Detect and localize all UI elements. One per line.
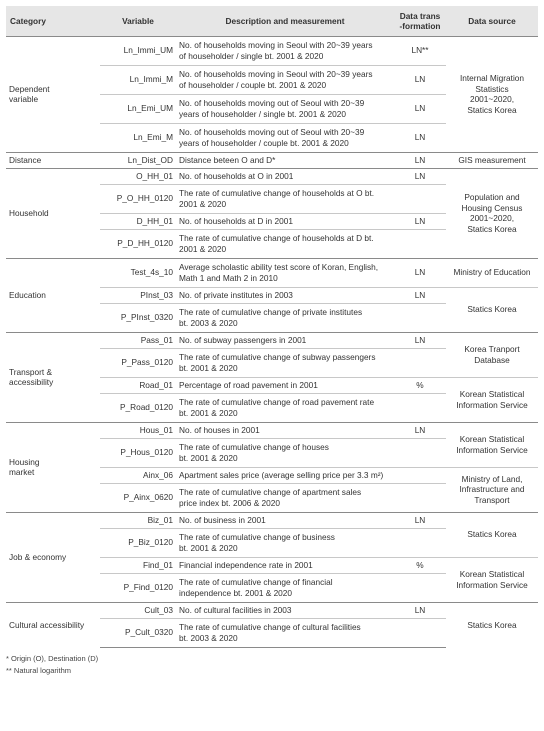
table-row bbox=[6, 602, 538, 618]
description-cell: No. of households at O in 2001 bbox=[176, 168, 394, 184]
description-cell: No. of households moving out of Seoul with 20~39 years of householder / single bt. 2001 & 2020 bbox=[176, 94, 394, 123]
header-category: Category bbox=[6, 6, 100, 36]
header-transformation: Data trans -formation bbox=[394, 6, 446, 36]
description-cell: No. of subway passengers in 2001 bbox=[176, 332, 394, 348]
description-cell: Percentage of road pavement in 2001 bbox=[176, 377, 394, 393]
variables-table bbox=[6, 6, 538, 648]
description-cell: No. of houses in 2001 bbox=[176, 422, 394, 438]
description-cell: The rate of cumulative change of houses bt. 2001 & 2020 bbox=[176, 438, 394, 467]
transformation-cell bbox=[394, 184, 446, 213]
category-cell: Dependent variable bbox=[6, 36, 100, 152]
description-cell: Apartment sales price (average selling price per 3.3 m²) bbox=[176, 467, 394, 483]
variable-cell: P_Pass_0120 bbox=[100, 348, 176, 377]
description-cell: The rate of cumulative change of cultural facilities bt. 2003 & 2020 bbox=[176, 618, 394, 647]
transformation-cell: LN bbox=[394, 213, 446, 229]
header-description: Description and measurement bbox=[176, 6, 394, 36]
category-cell: Cultural accessibility bbox=[6, 602, 100, 647]
description-cell: Distance beteen O and D* bbox=[176, 152, 394, 168]
description-cell: No. of cultural facilities in 2003 bbox=[176, 602, 394, 618]
description-cell: No. of households moving in Seoul with 20~39 years of householder / single bt. 2001 & 2020 bbox=[176, 36, 394, 65]
variable-cell: D_HH_01 bbox=[100, 213, 176, 229]
transformation-cell: LN** bbox=[394, 36, 446, 65]
description-cell: The rate of cumulative change of households at D bt. 2001 & 2020 bbox=[176, 229, 394, 258]
variable-cell: P_Road_0120 bbox=[100, 393, 176, 422]
note-natural-log: ** Natural logarithm bbox=[6, 665, 72, 675]
table-notes bbox=[6, 653, 538, 677]
category-cell: Education bbox=[6, 258, 100, 332]
transformation-cell: LN bbox=[394, 123, 446, 152]
table-row bbox=[6, 258, 538, 287]
variable-cell: Cult_03 bbox=[100, 602, 176, 618]
category-cell: Job & economy bbox=[6, 512, 100, 602]
source-cell: Statics Korea bbox=[446, 602, 538, 647]
variable-cell: Road_01 bbox=[100, 377, 176, 393]
table-row bbox=[6, 512, 538, 528]
transformation-cell: % bbox=[394, 557, 446, 573]
source-cell: Population and Housing Census 2001~2020, Statics Korea bbox=[446, 168, 538, 258]
transformation-cell bbox=[394, 303, 446, 332]
table-row bbox=[6, 422, 538, 438]
variable-cell: Ln_Immi_M bbox=[100, 65, 176, 94]
variable-cell: P_Ainx_0620 bbox=[100, 483, 176, 512]
transformation-cell: LN bbox=[394, 152, 446, 168]
variable-cell: Ln_Emi_M bbox=[100, 123, 176, 152]
transformation-cell bbox=[394, 393, 446, 422]
table-row bbox=[6, 332, 538, 348]
source-cell: Ministry of Land, Infrastructure and Transport bbox=[446, 467, 538, 512]
category-cell: Distance bbox=[6, 152, 100, 168]
transformation-cell bbox=[394, 348, 446, 377]
source-cell: Korea Tranport Database bbox=[446, 332, 538, 377]
variable-cell: Find_01 bbox=[100, 557, 176, 573]
transformation-cell bbox=[394, 573, 446, 602]
transformation-cell bbox=[394, 618, 446, 647]
transformation-cell: LN bbox=[394, 65, 446, 94]
description-cell: The rate of cumulative change of business bt. 2001 & 2020 bbox=[176, 528, 394, 557]
variable-cell: P_O_HH_0120 bbox=[100, 184, 176, 213]
variable-cell: PInst_03 bbox=[100, 287, 176, 303]
variable-cell: Ln_Emi_UM bbox=[100, 94, 176, 123]
table-row bbox=[6, 36, 538, 65]
variable-cell: O_HH_01 bbox=[100, 168, 176, 184]
note-origin-destination: * Origin (O), Destination (D) bbox=[6, 653, 99, 663]
variable-cell: Ln_Dist_OD bbox=[100, 152, 176, 168]
description-cell: Financial independence rate in 2001 bbox=[176, 557, 394, 573]
table-row bbox=[6, 168, 538, 184]
description-cell: The rate of cumulative change of private institutes bt. 2003 & 2020 bbox=[176, 303, 394, 332]
variable-cell: P_Find_0120 bbox=[100, 573, 176, 602]
description-cell: The rate of cumulative change of financial independence bt. 2001 & 2020 bbox=[176, 573, 394, 602]
variable-cell: Test_4s_10 bbox=[100, 258, 176, 287]
variable-cell: Hous_01 bbox=[100, 422, 176, 438]
header-variable: Variable bbox=[100, 6, 176, 36]
description-cell: Average scholastic ability test score of Koran, English, Math 1 and Math 2 in 2010 bbox=[176, 258, 394, 287]
transformation-cell: LN bbox=[394, 512, 446, 528]
description-cell: No. of households moving in Seoul with 20~39 years of householder / couple bt. 2001 & 2020 bbox=[176, 65, 394, 94]
transformation-cell bbox=[394, 483, 446, 512]
transformation-cell bbox=[394, 438, 446, 467]
transformation-cell bbox=[394, 467, 446, 483]
source-cell: GIS measurement bbox=[446, 152, 538, 168]
source-cell: Statics Korea bbox=[446, 287, 538, 332]
header-row bbox=[6, 6, 538, 36]
transformation-cell: LN bbox=[394, 332, 446, 348]
variable-cell: P_PInst_0320 bbox=[100, 303, 176, 332]
header-source: Data source bbox=[446, 6, 538, 36]
table-row bbox=[6, 152, 538, 168]
transformation-cell: % bbox=[394, 377, 446, 393]
description-cell: No. of households at D in 2001 bbox=[176, 213, 394, 229]
transformation-cell bbox=[394, 528, 446, 557]
category-cell: Housing market bbox=[6, 422, 100, 512]
description-cell: The rate of cumulative change of road pavement rate bt. 2001 & 2020 bbox=[176, 393, 394, 422]
variable-cell: P_Biz_0120 bbox=[100, 528, 176, 557]
transformation-cell: LN bbox=[394, 287, 446, 303]
variable-cell: P_Hous_0120 bbox=[100, 438, 176, 467]
description-cell: No. of households moving out of Seoul with 20~39 years of householder / couple bt. 2001 & 2020 bbox=[176, 123, 394, 152]
description-cell: The rate of cumulative change of subway passengers bt. 2001 & 2020 bbox=[176, 348, 394, 377]
category-cell: Transport & accessibility bbox=[6, 332, 100, 422]
transformation-cell: LN bbox=[394, 422, 446, 438]
description-cell: The rate of cumulative change of households at O bt. 2001 & 2020 bbox=[176, 184, 394, 213]
variable-cell: Pass_01 bbox=[100, 332, 176, 348]
transformation-cell: LN bbox=[394, 258, 446, 287]
source-cell: Korean Statistical Information Service bbox=[446, 377, 538, 422]
transformation-cell: LN bbox=[394, 168, 446, 184]
source-cell: Ministry of Education bbox=[446, 258, 538, 287]
source-cell: Korean Statistical Information Service bbox=[446, 557, 538, 602]
transformation-cell: LN bbox=[394, 94, 446, 123]
category-cell: Household bbox=[6, 168, 100, 258]
description-cell: No. of private institutes in 2003 bbox=[176, 287, 394, 303]
variable-cell: Ainx_06 bbox=[100, 467, 176, 483]
variable-cell: Ln_Immi_UM bbox=[100, 36, 176, 65]
source-cell: Korean Statistical Information Service bbox=[446, 422, 538, 467]
description-cell: The rate of cumulative change of apartment sales price index bt. 2006 & 2020 bbox=[176, 483, 394, 512]
source-cell: Internal Migration Statistics 2001~2020, Statics Korea bbox=[446, 36, 538, 152]
variable-cell: Biz_01 bbox=[100, 512, 176, 528]
transformation-cell: LN bbox=[394, 602, 446, 618]
source-cell: Statics Korea bbox=[446, 512, 538, 557]
table-body bbox=[6, 36, 538, 647]
variable-cell: P_D_HH_0120 bbox=[100, 229, 176, 258]
variable-cell: P_Cult_0320 bbox=[100, 618, 176, 647]
description-cell: No. of business in 2001 bbox=[176, 512, 394, 528]
transformation-cell bbox=[394, 229, 446, 258]
